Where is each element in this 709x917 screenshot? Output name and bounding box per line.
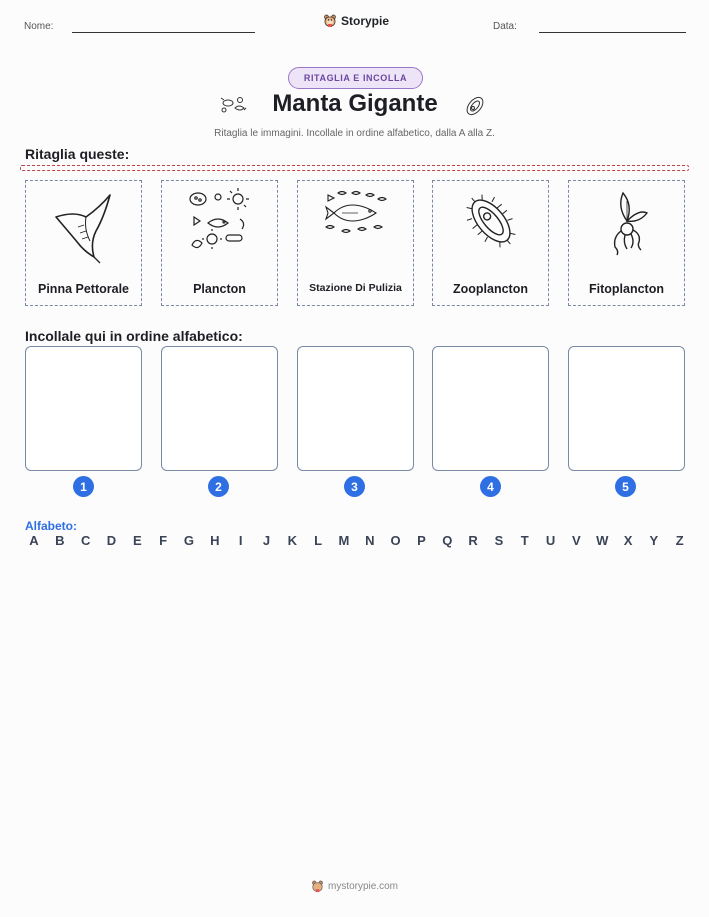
slot-number-badge: 5: [615, 476, 636, 497]
alphabet-letter: X: [623, 533, 633, 548]
storypie-bear-icon: [323, 14, 337, 28]
alphabet-letter: P: [417, 533, 426, 548]
zooplankton-small-icon: [462, 94, 488, 118]
alphabet-letter: W: [596, 533, 609, 548]
card-label: Pinna Pettorale: [38, 282, 129, 296]
cut-card-plancton[interactable]: [161, 180, 278, 306]
alphabet-letter: U: [545, 533, 556, 548]
zooplankton-icon: [457, 187, 525, 257]
slot-number-badge: 2: [208, 476, 229, 497]
alphabet-letter: A: [29, 533, 39, 548]
phytoplankton-icon: [593, 187, 661, 257]
paste-slot-2[interactable]: [161, 346, 278, 471]
footer-url: mystorypie.com: [327, 881, 398, 892]
alphabet-letter: G: [183, 533, 195, 548]
alphabet-letter: Q: [442, 533, 453, 548]
footer: [0, 880, 709, 893]
alphabet-letter: N: [365, 533, 375, 548]
card-label: Stazione Di Pulizia: [309, 282, 402, 294]
cut-line: [20, 165, 689, 171]
cut-card-fitoplancton[interactable]: [568, 180, 685, 306]
alphabet-letter: I: [238, 533, 243, 548]
slot-number-badge: 4: [480, 476, 501, 497]
alphabet-letter: C: [80, 533, 91, 548]
cut-card-pinna-pettorale[interactable]: [25, 180, 142, 306]
paste-heading: Incollale qui in ordine alfabetico:: [25, 328, 243, 344]
name-label: Nome:: [24, 21, 54, 32]
alphabet-letter: V: [572, 533, 581, 548]
paste-slot-4[interactable]: [432, 346, 549, 471]
alphabet-letter: F: [159, 533, 168, 548]
alphabet-row: [27, 533, 687, 548]
alphabet-letter: M: [338, 533, 350, 548]
alphabet-letter: J: [262, 533, 271, 548]
alphabet-letter: D: [106, 533, 117, 548]
date-label: Data:: [493, 21, 517, 32]
card-label: Fitoplancton: [589, 282, 664, 296]
name-field-line[interactable]: [72, 32, 255, 33]
alphabet-letter: L: [314, 533, 323, 548]
manta-fin-icon: [50, 187, 118, 267]
cut-card-zooplancton[interactable]: [432, 180, 549, 306]
alphabet-letter: Y: [649, 533, 659, 548]
alphabet-title: Alfabeto:: [25, 519, 77, 533]
alphabet-letter: H: [210, 533, 220, 548]
slot-number-badge: 3: [344, 476, 365, 497]
cleaning-station-fish-icon: [322, 187, 390, 247]
alphabet-letter: B: [55, 533, 65, 548]
brand-name: Storypie: [341, 14, 390, 28]
alphabet-letter: E: [132, 533, 142, 548]
alphabet-letter: Z: [675, 533, 684, 548]
storypie-bear-icon: [311, 880, 324, 893]
cut-card-stazione-di-pulizia[interactable]: [297, 180, 414, 306]
instructions: Ritaglia le immagini. Incollale in ordine alfabetico, dalla A alla Z.: [214, 128, 495, 139]
paste-slot-1[interactable]: [25, 346, 142, 471]
activity-tag: RITAGLIA E INCOLLA: [288, 67, 423, 89]
page-title: Manta Gigante: [272, 90, 438, 117]
brand-logo: [323, 14, 389, 28]
alphabet-letter: O: [390, 533, 401, 548]
cut-heading: Ritaglia queste:: [25, 146, 130, 162]
card-label: Zooplancton: [453, 282, 528, 296]
alphabet-letter: R: [468, 533, 478, 548]
alphabet-letter: K: [287, 533, 297, 548]
slot-number-badge: 1: [73, 476, 94, 497]
card-label: Plancton: [193, 282, 246, 296]
alphabet-letter: T: [520, 533, 529, 548]
date-field-line[interactable]: [539, 32, 686, 33]
plankton-icon: [186, 187, 254, 257]
paste-slot-5[interactable]: [568, 346, 685, 471]
alphabet-letter: S: [494, 533, 504, 548]
paste-slot-3[interactable]: [297, 346, 414, 471]
